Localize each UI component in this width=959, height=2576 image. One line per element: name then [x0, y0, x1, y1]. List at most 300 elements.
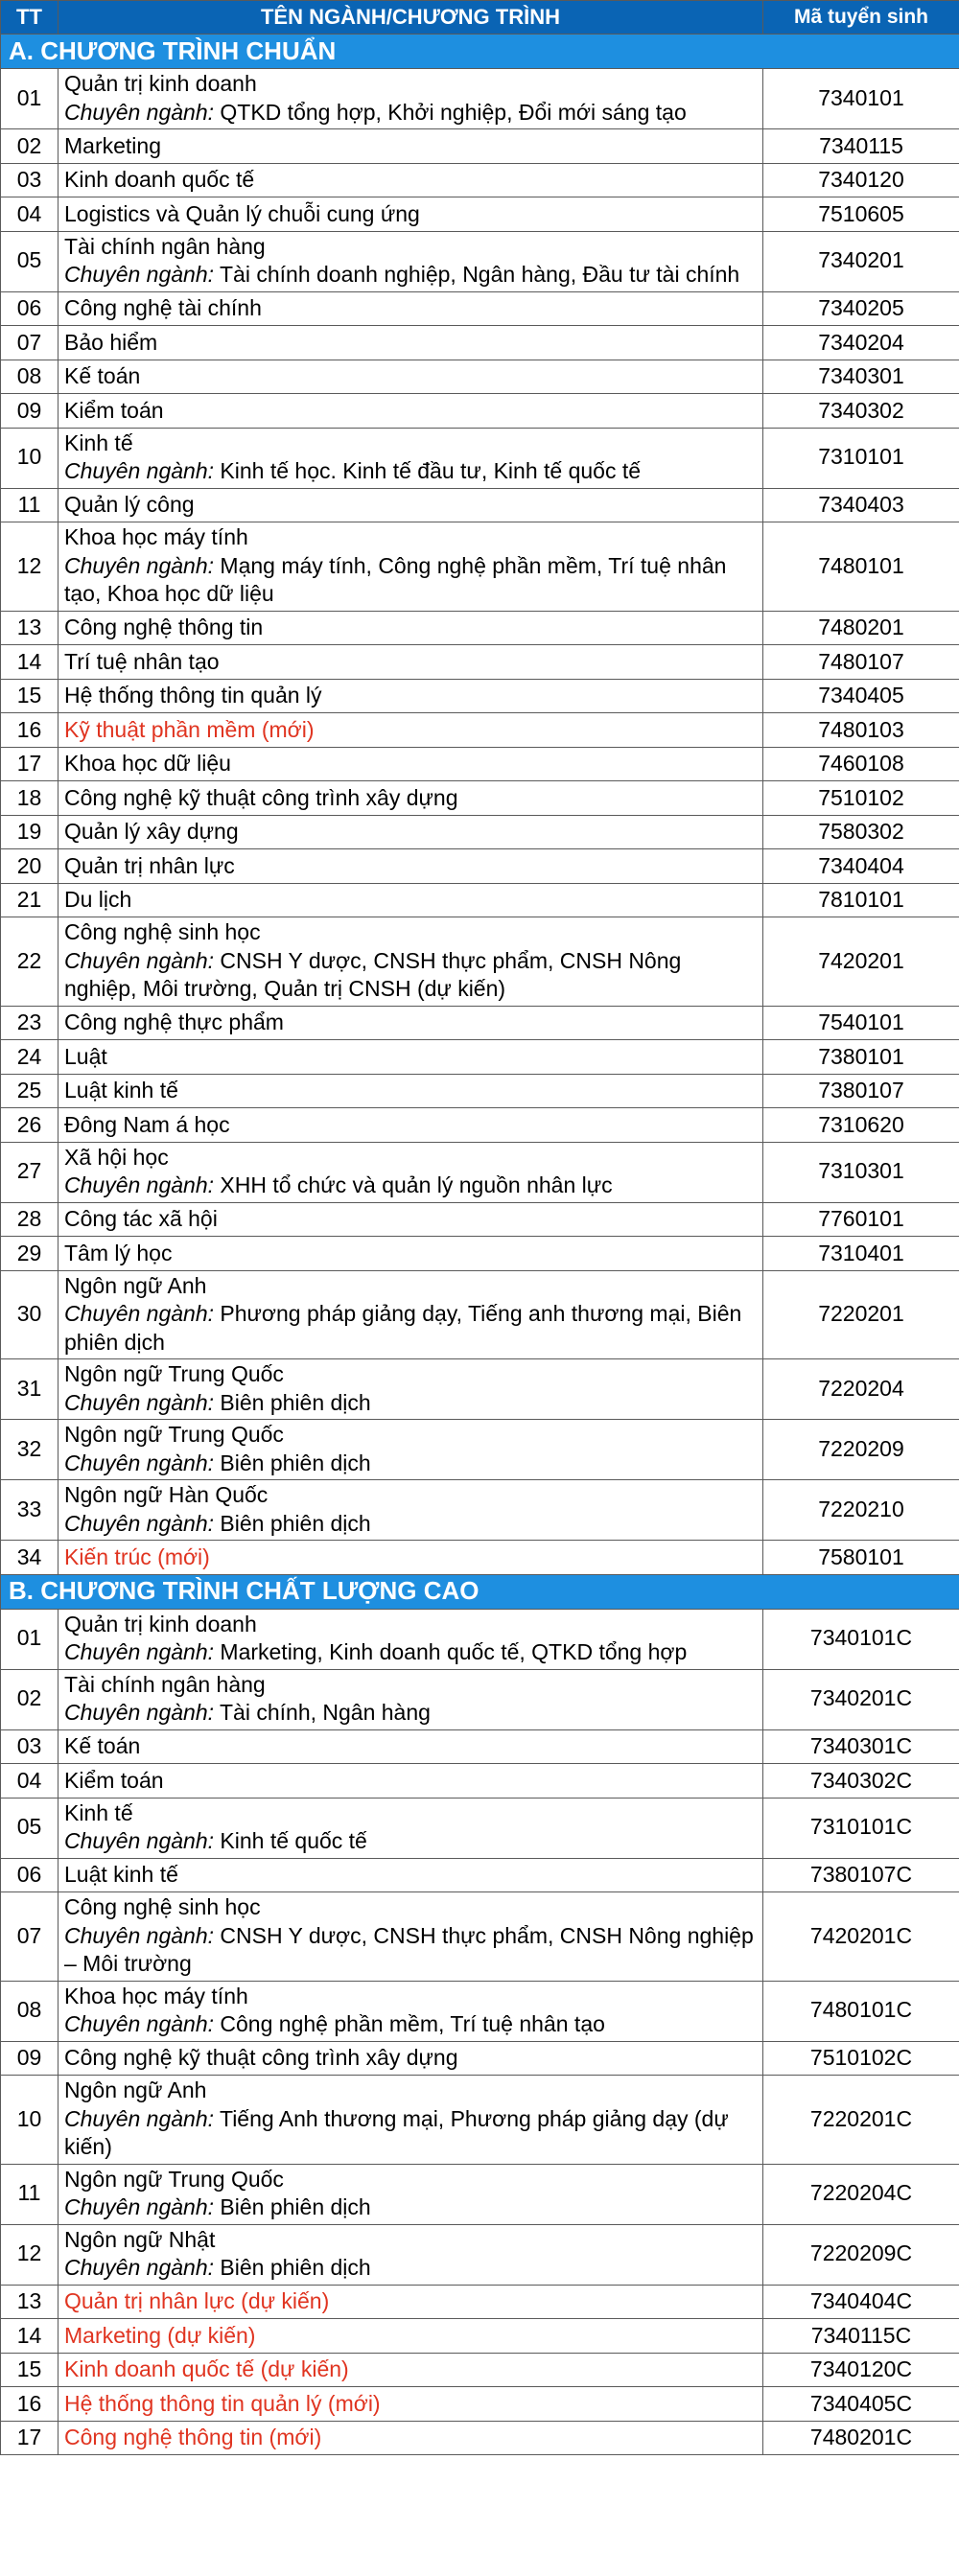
admission-code: 7340115	[763, 129, 959, 164]
table-row	[1, 1764, 959, 1799]
table-row	[1, 428, 959, 488]
admission-code: 7340201C	[763, 1669, 959, 1729]
specialization-text: CNSH Y dược, CNSH thực phẩm, CNSH Nông nghiệp, Môi trường, Quản trị CNSH (dự kiến)	[64, 947, 682, 1001]
row-number: 11	[1, 2164, 58, 2224]
admission-code: 7220204	[763, 1359, 959, 1420]
table-row	[1, 2421, 959, 2455]
header-program-name: TÊN NGÀNH/CHƯƠNG TRÌNH	[58, 1, 763, 35]
program-name: Kiểm toán	[64, 397, 164, 423]
program-name: Du lịch	[64, 887, 132, 912]
program-cell	[58, 1609, 763, 1669]
row-number: 32	[1, 1420, 58, 1480]
program-cell	[58, 747, 763, 781]
program-cell	[58, 1764, 763, 1799]
program-name: Logistics và Quản lý chuỗi cung ứng	[64, 200, 420, 226]
program-cell	[58, 781, 763, 816]
table-row	[1, 2285, 959, 2319]
row-number: 13	[1, 611, 58, 645]
program-cell	[58, 1270, 763, 1359]
table-row	[1, 488, 959, 522]
admission-code: 7810101	[763, 883, 959, 917]
row-number: 15	[1, 2353, 58, 2387]
specialization-line	[64, 1638, 757, 1667]
admission-code: 7480103	[763, 713, 959, 748]
program-name: Ngôn ngữ Anh	[64, 2077, 207, 2102]
admission-code: 7760101	[763, 1202, 959, 1237]
program-name: Kinh tế	[64, 429, 133, 455]
row-number: 14	[1, 2319, 58, 2354]
row-number: 18	[1, 781, 58, 816]
program-cell	[58, 2387, 763, 2422]
specialization-text: Biên phiên dịch	[220, 1510, 371, 1536]
program-name: Công nghệ thông tin (mới)	[64, 2425, 322, 2449]
admission-code: 7510605	[763, 197, 959, 232]
row-number: 34	[1, 1541, 58, 1575]
specialization-label: Chuyên ngành:	[64, 1510, 215, 1536]
specialization-text: Biên phiên dịch	[220, 2255, 371, 2280]
program-cell	[58, 488, 763, 522]
admission-code: 7310620	[763, 1108, 959, 1143]
table-row	[1, 522, 959, 612]
row-number: 33	[1, 1480, 58, 1541]
table-row	[1, 163, 959, 197]
program-cell	[58, 815, 763, 849]
specialization-label: Chuyên ngành:	[64, 947, 215, 973]
program-cell	[58, 2076, 763, 2165]
table-row	[1, 291, 959, 326]
row-number: 06	[1, 1858, 58, 1892]
specialization-line	[64, 1699, 757, 1728]
program-cell	[58, 2319, 763, 2354]
program-cell	[58, 1669, 763, 1729]
program-cell	[58, 1858, 763, 1892]
program-name: Quản lý xây dựng	[64, 819, 239, 844]
row-number: 17	[1, 2421, 58, 2455]
admission-code: 7510102	[763, 781, 959, 816]
specialization-line	[64, 2254, 757, 2283]
program-name: Hệ thống thông tin quản lý (mới)	[64, 2390, 381, 2416]
admission-code: 7580101	[763, 1541, 959, 1575]
row-number: 10	[1, 2076, 58, 2165]
row-number: 22	[1, 917, 58, 1007]
admission-code: 7480107	[763, 645, 959, 680]
admission-code: 7340404C	[763, 2285, 959, 2319]
table-row	[1, 1074, 959, 1108]
admission-code: 7220209C	[763, 2224, 959, 2285]
program-name: Khoa học dữ liệu	[64, 751, 231, 776]
admission-code: 7340405C	[763, 2387, 959, 2422]
row-number: 17	[1, 747, 58, 781]
table-row	[1, 2041, 959, 2076]
specialization-text: Phương pháp giảng dạy, Tiếng anh thương mại, Biên phiên dịch	[64, 1301, 742, 1355]
specialization-text: XHH tổ chức và quản lý nguồn nhân lực	[220, 1172, 613, 1197]
program-name: Công nghệ sinh học	[64, 1894, 261, 1919]
table-row	[1, 849, 959, 884]
row-number: 01	[1, 69, 58, 129]
program-cell	[58, 1729, 763, 1764]
row-number: 30	[1, 1270, 58, 1359]
program-name: Kế toán	[64, 1733, 141, 1758]
row-number: 20	[1, 849, 58, 884]
admission-code: 7480201	[763, 611, 959, 645]
row-number: 04	[1, 1764, 58, 1799]
program-name: Kỹ thuật phần mềm (mới)	[64, 716, 315, 742]
specialization-label: Chuyên ngành:	[64, 1172, 215, 1197]
admission-code: 7380101	[763, 1040, 959, 1075]
table-row	[1, 197, 959, 232]
admission-code: 7480201C	[763, 2421, 959, 2455]
admission-code: 7340301	[763, 360, 959, 394]
program-name: Ngôn ngữ Trung Quốc	[64, 1361, 284, 1386]
table-row	[1, 781, 959, 816]
program-name: Quản trị kinh doanh	[64, 1611, 257, 1636]
program-name: Ngôn ngữ Hàn Quốc	[64, 1482, 269, 1507]
specialization-line	[64, 2105, 757, 2162]
row-number: 16	[1, 2387, 58, 2422]
program-name: Đông Nam á học	[64, 1111, 230, 1137]
table-row	[1, 1981, 959, 2041]
specialization-line	[64, 261, 757, 290]
program-cell	[58, 360, 763, 394]
table-row	[1, 1359, 959, 1420]
admission-code: 7340120C	[763, 2353, 959, 2387]
program-name: Bảo hiểm	[64, 329, 158, 355]
table-row	[1, 231, 959, 291]
specialization-label: Chuyên ngành:	[64, 1450, 215, 1475]
table-row	[1, 2319, 959, 2354]
program-cell	[58, 1108, 763, 1143]
row-number: 09	[1, 394, 58, 429]
table-row	[1, 69, 959, 129]
table-row	[1, 1669, 959, 1729]
table-row	[1, 2224, 959, 2285]
row-number: 31	[1, 1359, 58, 1420]
program-cell	[58, 69, 763, 129]
program-name: Kinh doanh quốc tế	[64, 167, 255, 192]
admission-code: 7310101	[763, 428, 959, 488]
table-row	[1, 1858, 959, 1892]
program-name: Quản lý công	[64, 492, 195, 517]
program-cell	[58, 129, 763, 164]
specialization-text: QTKD tổng hợp, Khởi nghiệp, Đổi mới sáng tạo	[220, 99, 687, 125]
row-number: 04	[1, 197, 58, 232]
specialization-line	[64, 1922, 757, 1979]
specialization-label: Chuyên ngành:	[64, 1922, 215, 1948]
admission-code: 7220201C	[763, 2076, 959, 2165]
specialization-label: Chuyên ngành:	[64, 262, 215, 287]
program-cell	[58, 1074, 763, 1108]
admission-code: 7220209	[763, 1420, 959, 1480]
row-number: 08	[1, 1981, 58, 2041]
section-header-row	[1, 35, 959, 69]
specialization-label: Chuyên ngành:	[64, 99, 215, 125]
specialization-text: Mạng máy tính, Công nghệ phần mềm, Trí tuệ nhân tạo, Khoa học dữ liệu	[64, 552, 727, 606]
table-row	[1, 1480, 959, 1541]
row-number: 08	[1, 360, 58, 394]
program-cell	[58, 1798, 763, 1858]
admission-code: 7340101	[763, 69, 959, 129]
table-row	[1, 611, 959, 645]
row-number: 12	[1, 2224, 58, 2285]
admission-code: 7480101C	[763, 1981, 959, 2041]
row-number: 03	[1, 1729, 58, 1764]
program-cell	[58, 679, 763, 713]
program-cell	[58, 2421, 763, 2455]
row-number: 02	[1, 1669, 58, 1729]
table-row	[1, 1798, 959, 1858]
program-cell	[58, 1359, 763, 1420]
header-tt: TT	[1, 1, 58, 35]
row-number: 28	[1, 1202, 58, 1237]
table-row	[1, 326, 959, 360]
row-number: 09	[1, 2041, 58, 2076]
table-row	[1, 1108, 959, 1143]
program-cell	[58, 2224, 763, 2285]
row-number: 26	[1, 1108, 58, 1143]
program-name: Ngôn ngữ Anh	[64, 1272, 207, 1298]
admission-code: 7220201	[763, 1270, 959, 1359]
table-row	[1, 1729, 959, 1764]
program-name: Kiểm toán	[64, 1767, 164, 1793]
specialization-label: Chuyên ngành:	[64, 1389, 215, 1415]
admission-code: 7340120	[763, 163, 959, 197]
specialization-line	[64, 947, 757, 1004]
section-title: B. CHƯƠNG TRÌNH CHẤT LƯỢNG CAO	[1, 1574, 959, 1609]
specialization-text: CNSH Y dược, CNSH thực phẩm, CNSH Nông nghiệp – Môi trường	[64, 1922, 754, 1976]
table-row	[1, 1006, 959, 1040]
specialization-line	[64, 99, 757, 128]
row-number: 07	[1, 1892, 58, 1982]
admission-code: 7380107C	[763, 1858, 959, 1892]
table-row	[1, 645, 959, 680]
program-cell	[58, 1981, 763, 2041]
program-name: Ngôn ngữ Trung Quốc	[64, 1422, 284, 1447]
table-row	[1, 1142, 959, 1202]
row-number: 15	[1, 679, 58, 713]
program-name: Luật	[64, 1043, 107, 1069]
program-name: Quản trị nhân lực	[64, 852, 235, 878]
row-number: 01	[1, 1609, 58, 1669]
row-number: 12	[1, 522, 58, 612]
program-name: Công nghệ kỹ thuật công trình xây dựng	[64, 784, 458, 810]
admission-code: 7220210	[763, 1480, 959, 1541]
specialization-label: Chuyên ngành:	[64, 2105, 215, 2131]
table-row	[1, 883, 959, 917]
program-name: Khoa học máy tính	[64, 524, 248, 549]
program-name: Công tác xã hội	[64, 1206, 218, 1231]
program-cell	[58, 1420, 763, 1480]
program-name: Tài chính ngân hàng	[64, 1671, 266, 1697]
header-admission-code: Mã tuyển sinh	[763, 1, 959, 35]
admission-code: 7340404	[763, 849, 959, 884]
table-row	[1, 713, 959, 748]
program-name: Tài chính ngân hàng	[64, 233, 266, 259]
specialization-line	[64, 1300, 757, 1357]
program-cell	[58, 394, 763, 429]
specialization-text: Tài chính, Ngân hàng	[220, 1700, 431, 1725]
row-number: 05	[1, 231, 58, 291]
table-row	[1, 1270, 959, 1359]
program-cell	[58, 197, 763, 232]
program-cell	[58, 917, 763, 1007]
admission-code: 7340205	[763, 291, 959, 326]
specialization-label: Chuyên ngành:	[64, 1700, 215, 1725]
specialization-label: Chuyên ngành:	[64, 1828, 215, 1853]
row-number: 23	[1, 1006, 58, 1040]
specialization-text: Marketing, Kinh doanh quốc tế, QTKD tổng hợp	[220, 1639, 688, 1664]
program-cell	[58, 1202, 763, 1237]
program-cell	[58, 231, 763, 291]
program-cell	[58, 1040, 763, 1075]
specialization-text: Công nghệ phần mềm, Trí tuệ nhân tạo	[220, 2011, 605, 2036]
row-number: 29	[1, 1237, 58, 1271]
admission-code: 7340403	[763, 488, 959, 522]
table-row	[1, 360, 959, 394]
specialization-line	[64, 457, 757, 486]
row-number: 06	[1, 291, 58, 326]
program-cell	[58, 326, 763, 360]
program-name: Marketing	[64, 132, 161, 158]
program-name: Quản trị kinh doanh	[64, 71, 257, 96]
row-number: 10	[1, 428, 58, 488]
program-cell	[58, 1006, 763, 1040]
program-cell	[58, 1237, 763, 1271]
specialization-line	[64, 1450, 757, 1478]
program-name: Ngôn ngữ Nhật	[64, 2226, 216, 2252]
program-name: Kinh tế	[64, 1799, 133, 1825]
admission-code: 7340302	[763, 394, 959, 429]
table-row	[1, 2353, 959, 2387]
specialization-text: Kinh tế học. Kinh tế đầu tư, Kinh tế quốc tế	[220, 458, 642, 483]
admission-code: 7340301C	[763, 1729, 959, 1764]
table-row	[1, 2076, 959, 2165]
specialization-line	[64, 1827, 757, 1856]
row-number: 25	[1, 1074, 58, 1108]
program-cell	[58, 883, 763, 917]
program-name: Công nghệ thông tin	[64, 615, 264, 639]
program-cell	[58, 163, 763, 197]
specialization-line	[64, 1510, 757, 1539]
admission-code: 7340405	[763, 679, 959, 713]
table-row	[1, 1541, 959, 1575]
admission-code: 7340204	[763, 326, 959, 360]
specialization-line	[64, 552, 757, 609]
admission-code: 7310101C	[763, 1798, 959, 1858]
admission-code: 7340115C	[763, 2319, 959, 2354]
table-row	[1, 129, 959, 164]
specialization-label: Chuyên ngành:	[64, 2194, 215, 2219]
program-name: Luật kinh tế	[64, 1862, 178, 1887]
table-row	[1, 2387, 959, 2422]
specialization-label: Chuyên ngành:	[64, 2255, 215, 2280]
table-row	[1, 1892, 959, 1982]
program-name: Công nghệ kỹ thuật công trình xây dựng	[64, 2045, 458, 2070]
row-number: 19	[1, 815, 58, 849]
specialization-line	[64, 1389, 757, 1418]
program-cell	[58, 291, 763, 326]
program-cell	[58, 2285, 763, 2319]
row-number: 27	[1, 1142, 58, 1202]
specialization-line	[64, 2193, 757, 2222]
table-row	[1, 747, 959, 781]
program-cell	[58, 849, 763, 884]
admission-code: 7340302C	[763, 1764, 959, 1799]
program-name: Kiến trúc (mới)	[64, 1543, 210, 1569]
program-name: Kế toán	[64, 363, 141, 388]
specialization-line	[64, 2010, 757, 2039]
admission-code: 7540101	[763, 1006, 959, 1040]
row-number: 14	[1, 645, 58, 680]
section-header-row	[1, 1574, 959, 1609]
program-name: Quản trị nhân lực (dự kiến)	[64, 2288, 330, 2313]
table-row	[1, 815, 959, 849]
admission-code: 7460108	[763, 747, 959, 781]
section-title: A. CHƯƠNG TRÌNH CHUẨN	[1, 35, 959, 69]
program-cell	[58, 2353, 763, 2387]
row-number: 24	[1, 1040, 58, 1075]
program-cell	[58, 1480, 763, 1541]
table-row	[1, 679, 959, 713]
row-number: 16	[1, 713, 58, 748]
specialization-text: Biên phiên dịch	[220, 1450, 371, 1475]
specialization-label: Chuyên ngành:	[64, 1639, 215, 1664]
program-name: Trí tuệ nhân tạo	[64, 648, 220, 674]
specialization-label: Chuyên ngành:	[64, 458, 215, 483]
table-row	[1, 2164, 959, 2224]
table-row	[1, 1202, 959, 1237]
row-number: 02	[1, 129, 58, 164]
specialization-text: Tiếng Anh thương mại, Phương pháp giảng dạy (dự kiến)	[64, 2105, 729, 2159]
specialization-text: Biên phiên dịch	[220, 1389, 371, 1415]
admission-code: 7220204C	[763, 2164, 959, 2224]
program-cell	[58, 428, 763, 488]
program-cell	[58, 1892, 763, 1982]
program-cell	[58, 1541, 763, 1575]
program-name: Công nghệ tài chính	[64, 295, 262, 320]
program-name: Kinh doanh quốc tế (dự kiến)	[64, 2356, 349, 2381]
table-header-row	[1, 1, 959, 35]
row-number: 03	[1, 163, 58, 197]
program-name: Công nghệ sinh học	[64, 919, 261, 944]
admission-code: 7580302	[763, 815, 959, 849]
admission-code: 7420201C	[763, 1892, 959, 1982]
admission-code: 7420201	[763, 917, 959, 1007]
admission-code: 7310301	[763, 1142, 959, 1202]
row-number: 21	[1, 883, 58, 917]
specialization-text: Tài chính doanh nghiệp, Ngân hàng, Đầu tư tài chính	[220, 262, 740, 287]
table-row	[1, 1609, 959, 1669]
row-number: 07	[1, 326, 58, 360]
table-row	[1, 1420, 959, 1480]
program-name: Tâm lý học	[64, 1240, 173, 1265]
program-name: Ngôn ngữ Trung Quốc	[64, 2166, 284, 2192]
specialization-label: Chuyên ngành:	[64, 1301, 215, 1326]
admission-code: 7510102C	[763, 2041, 959, 2076]
specialization-line	[64, 1172, 757, 1200]
program-cell	[58, 645, 763, 680]
program-cell	[58, 522, 763, 612]
program-cell	[58, 2164, 763, 2224]
specialization-text: Kinh tế quốc tế	[220, 1828, 367, 1853]
specialization-label: Chuyên ngành:	[64, 552, 215, 578]
row-number: 11	[1, 488, 58, 522]
table-row	[1, 917, 959, 1007]
specialization-text: Biên phiên dịch	[220, 2194, 371, 2219]
row-number: 05	[1, 1798, 58, 1858]
program-cell	[58, 611, 763, 645]
table-row	[1, 394, 959, 429]
program-name: Khoa học máy tính	[64, 1983, 248, 2008]
